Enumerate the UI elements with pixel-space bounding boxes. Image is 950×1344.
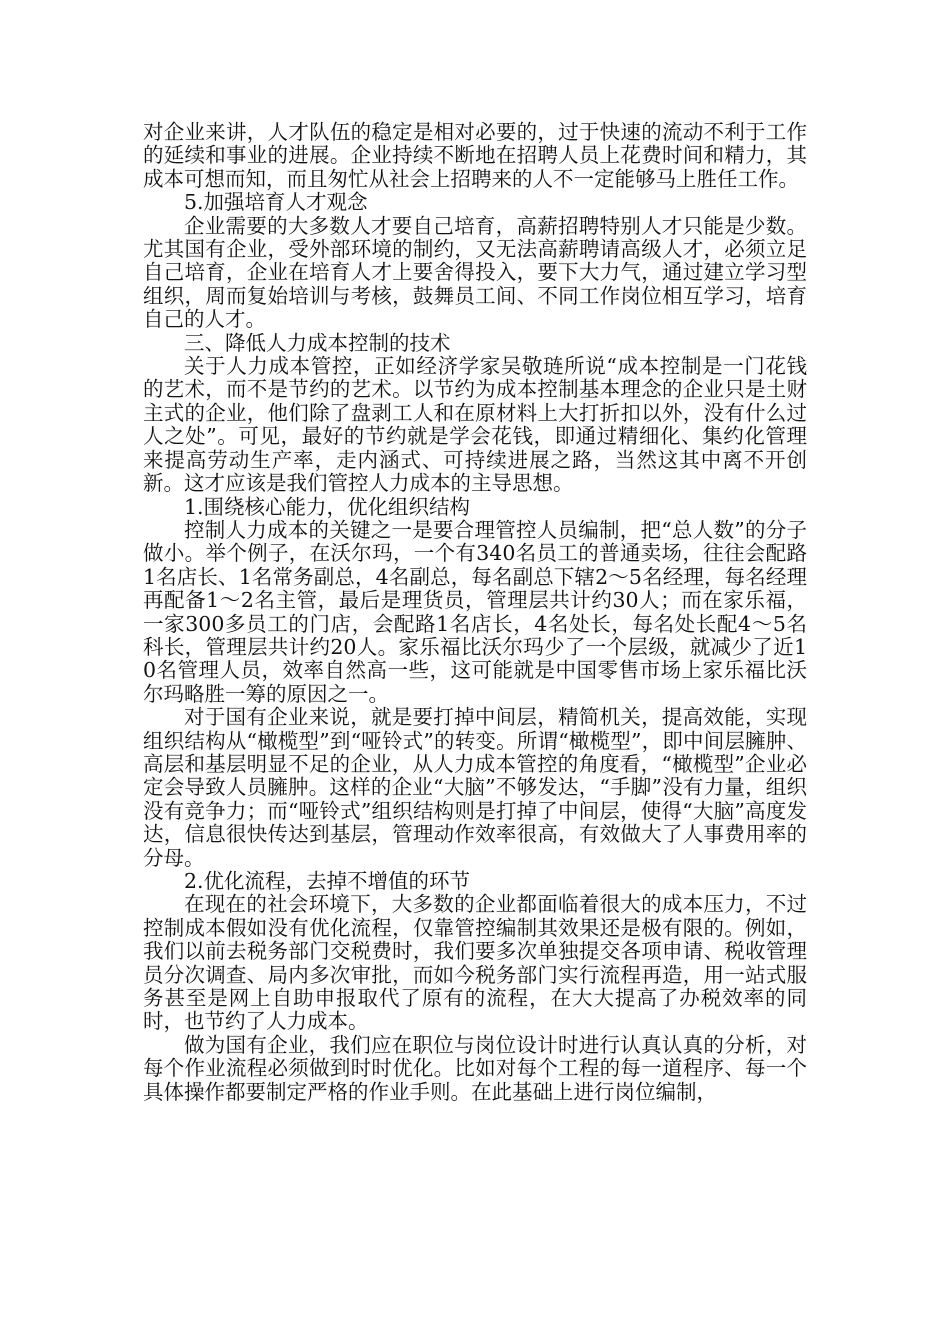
heading-optimize-process: 2.优化流程，去掉不增值的环节 [184, 869, 471, 893]
paragraph-walmart-carrefour: 控制人力成本的关键之一是要合理管控人员编制，把“总人数”的分子做小。举个例子，在沃尔玛，一个有340名员工的普通卖场，往往会配路1名店长、1名常务副总，4名副总，每名副总下辖2～5名经理，每名经理再配备1～2名主管，最后是理货员，管理层共计约30人；而在家乐福，一家300多员工的门店，会配路1名店长，4名处长，每名处长配4～5名科长，管理层共计约20人。家乐福比沃尔玛少了一个层级，就减少了近10名管理人员，效率自然高一些，这可能就是中国零售市场上家乐福比沃尔玛略胜一筹的原因之一。 [143, 517, 807, 706]
document-page [143, 121, 807, 1104]
heading-cultivate-talent: 5.加强培育人才观念 [184, 190, 368, 215]
heading-section-three: 三、降低人力成本控制的技术 [184, 330, 451, 355]
paragraph-cost-control-philosophy: 关于人力成本管控，正如经济学家吴敬琏所说“成本控制是一门花钱的艺术，而不是节约的艺术。以节约为成本控制基本理念的企业只是土财主式的企业，他们除了盘剥工人和在原材料上大打折扣以外，没有什么过人之处”。可见，最好的节约就是学会花钱，即通过精细化、集约化管理来提高劳动生产率，走内涵式、可持续进展之路，当然这其中离不开创新。这才应该是我们管控人力成本的主导思想。 [143, 354, 807, 496]
paragraph-olive-dumbbell: 对于国有企业来说，就是要打掉中间层，精简机关，提高效能，实现组织结构从“橄榄型”到“哑铃式”的转变。所谓“橄榄型”，即中间层臃肿、高层和基层明显不足的企业，从人力成本管控的角度看，“橄榄型”企业必定会导致人员臃肿。这样的企业“大脑”不够发达，“手脚”没有力量，组织没有竞争力；而“哑铃式”组织结构则是打掉了中间层，使得“大脑”高度发达，信息很快传达到基层，管理动作效率很高，有效做大了人事费用率的分母。 [143, 705, 807, 870]
paragraph-talent-stability: 对企业来讲，人才队伍的稳定是相对必要的，过于快速的流动不利于工作的延续和事业的进展。企业持续不断地在招聘人员上花费时间和精力，其成本可想而知，而且匆忙从社会上招聘来的人不一定能够马上胜任工作。 [143, 120, 807, 191]
paragraph-cultivate-talent: 企业需要的大多数人才要自己培育，高薪招聘特别人才只能是少数。尤其国有企业，受外部环境的制约，又无法高薪聘请高级人才，必须立足自己培育，企业在培育人才上要舍得投入，要下大力气，通过建立学习型组织，周而复始培训与考核，鼓舞员工间、不同工作岗位相互学习，培育自己的人才。 [143, 213, 807, 332]
heading-optimize-structure: 1.围绕核心能力，优化组织结构 [184, 494, 471, 519]
paragraph-state-enterprise-process: 做为国有企业，我们应在职位与岗位设计时进行认真认真的分析，对每个作业流程必须做到时时优化。比如对每个工程的每一道程序、每一个具体操作都要制定严格的作业手则。在此基础上进行岗位编制， [143, 1032, 807, 1104]
paragraph-tax-process: 在现在的社会环境下，大多数的企业都面临着很大的成本压力，不过控制成本假如没有优化流程，仅靠管控编制其效果还是极有限的。例如，我们以前去税务部门交税费时，我们要多次单独提交各项申请、税收管理员分次调查、局内多次审批，而如今税务部门实行流程再造，用一站式服务甚至是网上自助申报取代了原有的流程，在大大提高了办税效率的同时，也节约了人力成本。 [143, 892, 807, 1034]
